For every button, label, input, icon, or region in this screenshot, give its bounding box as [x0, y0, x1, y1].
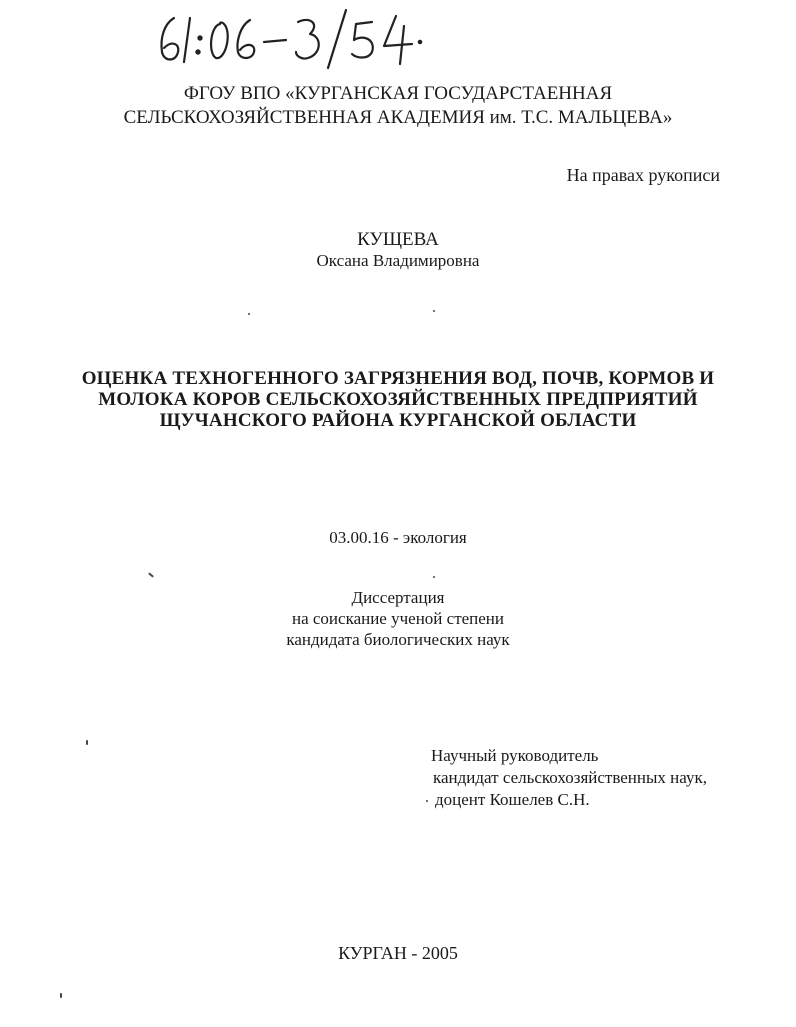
institution-line-2: СЕЛЬСКОХОЗЯЙСТВЕННАЯ АКАДЕМИЯ им. Т.С. МАЛЬЦЕВА»	[123, 107, 673, 128]
scan-speck	[148, 572, 154, 577]
supervisor-line-1: Научный руководитель	[431, 746, 599, 765]
handwritten-archive-number	[150, 8, 430, 70]
thesis-title-line-2: МОЛОКА КОРОВ СЕЛЬСКОХОЗЯЙСТВЕННЫХ ПРЕДПРИЯТИЙ	[98, 389, 698, 410]
manuscript-rights-note: На правах рукописи	[566, 165, 720, 185]
dissertation-line-1: Диссертация	[351, 588, 445, 607]
dissertation-line-2: на соискание ученой степени	[291, 609, 505, 628]
scan-speck	[248, 313, 250, 315]
city-year: КУРГАН - 2005	[338, 943, 458, 963]
scan-speck	[86, 740, 88, 745]
institution-line-1: ФГОУ ВПО «КУРГАНСКАЯ ГОСУДАРСТАЕННАЯ	[183, 83, 613, 104]
scan-speck	[433, 576, 435, 578]
supervisor-block	[431, 745, 707, 811]
thesis-title-line-3: ЩУЧАНСКОГО РАЙОНА КУРГАНСКОЙ ОБЛАСТИ	[159, 410, 637, 431]
specialty-code: 03.00.16 - экология	[329, 528, 467, 547]
scan-speck	[60, 993, 62, 998]
supervisor-line-3: доцент Кошелев С.Н.	[435, 790, 590, 809]
supervisor-line-2: кандидат сельскохозяйственных наук,	[433, 768, 707, 787]
author-last-name: КУЩЕВА	[357, 229, 439, 250]
dissertation-line-3: кандидата биологических наук	[286, 630, 510, 649]
scan-speck	[433, 310, 435, 312]
scan-speck	[426, 800, 428, 802]
thesis-title-line-1: ОЦЕНКА ТЕХНОГЕННОГО ЗАГРЯЗНЕНИЯ ВОД, ПОЧВ, КОРМОВ И	[81, 368, 715, 389]
author-first-names: Оксана Владимировна	[316, 251, 480, 270]
